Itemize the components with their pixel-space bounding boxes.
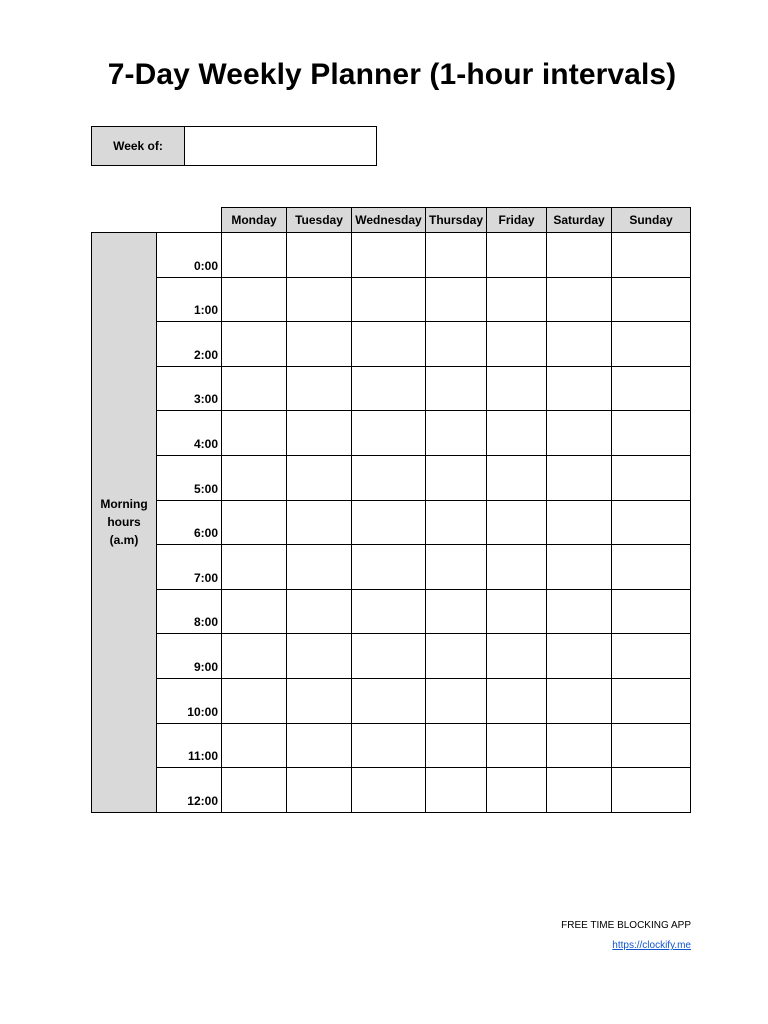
slot-saturday[interactable] (547, 366, 612, 411)
slot-tuesday[interactable] (287, 366, 352, 411)
slot-tuesday[interactable] (287, 589, 352, 634)
day-header-saturday: Saturday (547, 208, 612, 233)
slot-monday[interactable] (222, 366, 287, 411)
slot-friday[interactable] (487, 411, 547, 456)
day-header-monday: Monday (222, 208, 287, 233)
slot-wednesday[interactable] (352, 768, 426, 813)
time-label: 1:00 (157, 277, 222, 322)
slot-friday[interactable] (487, 545, 547, 590)
slot-saturday[interactable] (547, 233, 612, 278)
slot-sunday[interactable] (612, 545, 691, 590)
time-row (92, 411, 691, 456)
time-label: 2:00 (157, 322, 222, 367)
slot-sunday[interactable] (612, 322, 691, 367)
slot-wednesday[interactable] (352, 589, 426, 634)
slot-sunday[interactable] (612, 768, 691, 813)
slot-wednesday[interactable] (352, 322, 426, 367)
footer-text: FREE TIME BLOCKING APP (561, 920, 691, 931)
slot-friday[interactable] (487, 322, 547, 367)
time-label: 6:00 (157, 500, 222, 545)
time-label: 8:00 (157, 589, 222, 634)
slot-saturday[interactable] (547, 545, 612, 590)
slot-thursday[interactable] (426, 411, 487, 456)
slot-saturday[interactable] (547, 277, 612, 322)
slot-wednesday[interactable] (352, 233, 426, 278)
time-label: 12:00 (157, 768, 222, 813)
day-header-thursday: Thursday (426, 208, 487, 233)
slot-monday[interactable] (222, 411, 287, 456)
slot-monday[interactable] (222, 678, 287, 723)
time-label: 3:00 (157, 366, 222, 411)
slot-thursday[interactable] (426, 678, 487, 723)
time-label: 11:00 (157, 723, 222, 768)
slot-monday[interactable] (222, 723, 287, 768)
slot-wednesday[interactable] (352, 277, 426, 322)
slot-friday[interactable] (487, 277, 547, 322)
time-row (92, 634, 691, 679)
slot-friday[interactable] (487, 366, 547, 411)
time-row (92, 233, 691, 278)
slot-thursday[interactable] (426, 233, 487, 278)
slot-friday[interactable] (487, 455, 547, 500)
slot-saturday[interactable] (547, 411, 612, 456)
period-label (92, 233, 157, 813)
time-label: 10:00 (157, 678, 222, 723)
header-spacer (92, 208, 222, 233)
slot-tuesday[interactable] (287, 411, 352, 456)
time-label: 9:00 (157, 634, 222, 679)
slot-wednesday[interactable] (352, 455, 426, 500)
slot-tuesday[interactable] (287, 723, 352, 768)
slot-thursday[interactable] (426, 500, 487, 545)
slot-monday[interactable] (222, 277, 287, 322)
slot-friday[interactable] (487, 233, 547, 278)
slot-thursday[interactable] (426, 634, 487, 679)
slot-sunday[interactable] (612, 500, 691, 545)
week-of-field[interactable] (185, 127, 377, 166)
slot-monday[interactable] (222, 589, 287, 634)
slot-wednesday[interactable] (352, 411, 426, 456)
slot-monday[interactable] (222, 634, 287, 679)
slot-thursday[interactable] (426, 366, 487, 411)
time-row (92, 366, 691, 411)
slot-wednesday[interactable] (352, 634, 426, 679)
slot-sunday[interactable] (612, 678, 691, 723)
time-row (92, 500, 691, 545)
slot-saturday[interactable] (547, 500, 612, 545)
slot-friday[interactable] (487, 678, 547, 723)
time-row (92, 277, 691, 322)
slot-saturday[interactable] (547, 322, 612, 367)
time-row (92, 545, 691, 590)
time-label: 4:00 (157, 411, 222, 456)
slot-sunday[interactable] (612, 277, 691, 322)
slot-monday[interactable] (222, 322, 287, 367)
planner-body (92, 233, 691, 813)
slot-tuesday[interactable] (287, 500, 352, 545)
planner-grid (91, 207, 691, 813)
week-of-box (91, 126, 377, 166)
slot-saturday[interactable] (547, 589, 612, 634)
slot-sunday[interactable] (612, 233, 691, 278)
slot-monday[interactable] (222, 500, 287, 545)
slot-tuesday[interactable] (287, 455, 352, 500)
slot-saturday[interactable] (547, 455, 612, 500)
slot-tuesday[interactable] (287, 233, 352, 278)
slot-wednesday[interactable] (352, 723, 426, 768)
slot-thursday[interactable] (426, 455, 487, 500)
slot-sunday[interactable] (612, 411, 691, 456)
day-header-friday: Friday (487, 208, 547, 233)
slot-monday[interactable] (222, 768, 287, 813)
slot-friday[interactable] (487, 500, 547, 545)
period-label-line: hours (107, 515, 141, 530)
day-header-sunday: Sunday (612, 208, 691, 233)
slot-friday[interactable] (487, 768, 547, 813)
slot-friday[interactable] (487, 634, 547, 679)
slot-monday[interactable] (222, 455, 287, 500)
time-row (92, 723, 691, 768)
slot-thursday[interactable] (426, 322, 487, 367)
slot-sunday[interactable] (612, 589, 691, 634)
slot-friday[interactable] (487, 589, 547, 634)
slot-thursday[interactable] (426, 723, 487, 768)
slot-tuesday[interactable] (287, 768, 352, 813)
slot-saturday[interactable] (547, 768, 612, 813)
slot-friday[interactable] (487, 723, 547, 768)
day-header-row (92, 208, 691, 233)
slot-tuesday[interactable] (287, 678, 352, 723)
time-label: 5:00 (157, 455, 222, 500)
slot-thursday[interactable] (426, 589, 487, 634)
day-header-wednesday: Wednesday (352, 208, 426, 233)
slot-saturday[interactable] (547, 723, 612, 768)
week-of-label: Week of: (92, 127, 185, 166)
day-header-tuesday: Tuesday (287, 208, 352, 233)
slot-tuesday[interactable] (287, 634, 352, 679)
slot-monday[interactable] (222, 233, 287, 278)
page-title: 7-Day Weekly Planner (1-hour intervals) (107, 58, 677, 91)
slot-monday[interactable] (222, 545, 287, 590)
slot-tuesday[interactable] (287, 545, 352, 590)
time-label: 0:00 (157, 233, 222, 278)
time-row (92, 322, 691, 367)
slot-sunday[interactable] (612, 634, 691, 679)
footer-link[interactable]: https://clockify.me (612, 940, 691, 951)
slot-wednesday[interactable] (352, 545, 426, 590)
slot-wednesday[interactable] (352, 500, 426, 545)
time-row (92, 455, 691, 500)
slot-thursday[interactable] (426, 277, 487, 322)
slot-saturday[interactable] (547, 634, 612, 679)
time-row (92, 768, 691, 813)
slot-sunday[interactable] (612, 455, 691, 500)
slot-wednesday[interactable] (352, 366, 426, 411)
slot-thursday[interactable] (426, 545, 487, 590)
period-label-line: (a.m) (109, 533, 139, 548)
slot-saturday[interactable] (547, 678, 612, 723)
slot-wednesday[interactable] (352, 678, 426, 723)
slot-sunday[interactable] (612, 366, 691, 411)
time-label: 7:00 (157, 545, 222, 590)
slot-tuesday[interactable] (287, 277, 352, 322)
slot-thursday[interactable] (426, 768, 487, 813)
period-label-line: Morning (100, 497, 148, 512)
time-row (92, 589, 691, 634)
time-row (92, 678, 691, 723)
slot-sunday[interactable] (612, 723, 691, 768)
slot-tuesday[interactable] (287, 322, 352, 367)
